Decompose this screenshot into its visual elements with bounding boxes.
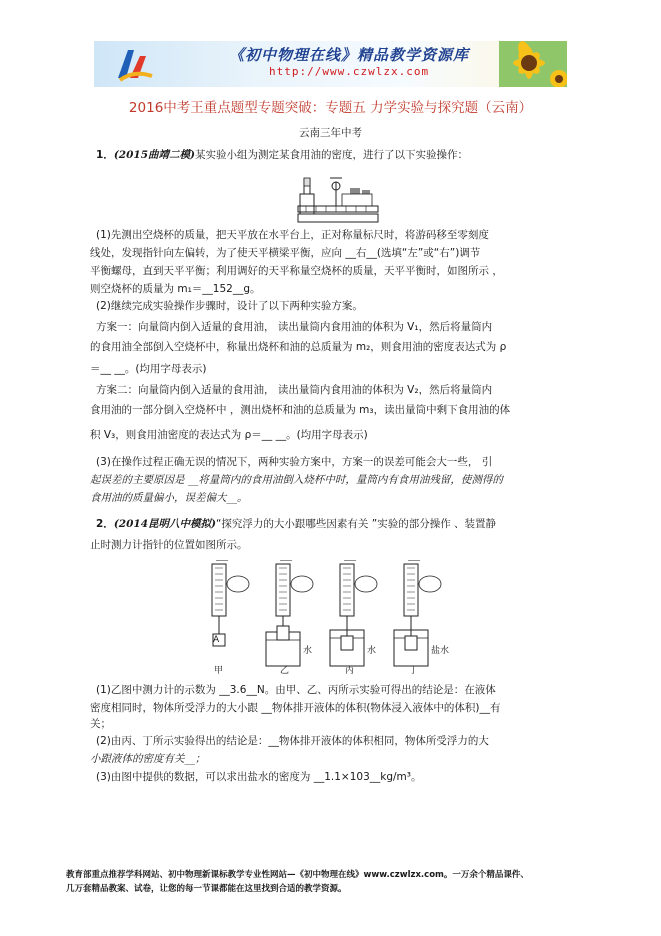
balance-figure bbox=[296, 174, 380, 224]
q1-p3-line1: (3)在操作过程正确无误的情况下，两种实验方案中，方案一的误差可能会大一些， 引 bbox=[96, 456, 493, 468]
fig-caption-ding: 丁 bbox=[409, 666, 419, 676]
fig-liquid-ding: 盐水 bbox=[431, 646, 450, 656]
q2-p3: (3)由图中提供的数据，可以求出盐水的密度为 __1.1×103__kg/m³。 bbox=[96, 771, 422, 783]
footer-line1: 教育部重点推荐学科网站、初中物理新课标教学专业性网站—《初中物理在线》www.czwlzx.com。一万余个精品课件、 bbox=[66, 870, 529, 880]
q2-p2-line2: 小跟液体的密度有关__； bbox=[90, 753, 206, 765]
q2-stem-line2: 止时测力计指针的位置如图所示。 bbox=[90, 539, 248, 551]
banner-url[interactable]: http://www.czwlzx.com bbox=[269, 65, 430, 78]
footer-line2: 几万套精品教案、试卷，让您的每一节课都能在这里找到合适的教学资源。 bbox=[66, 884, 347, 894]
q1-p3-line3: 食用油的质量偏小，误差偏大__。 bbox=[90, 492, 248, 504]
q1-scheme1-line3: ＝__ __。(均用字母表示) bbox=[90, 363, 207, 375]
sunflower-icon bbox=[499, 41, 567, 87]
q1-p1-line4: 则空烧杯的质量为 m₁＝__152__g。 bbox=[90, 283, 261, 295]
q1-scheme1-line1: 方案一：向量筒内倒入适量的食用油， 读出量筒内食用油的体积为 V₁，然后将量筒内 bbox=[96, 321, 493, 333]
q1-number: 1． bbox=[96, 149, 114, 161]
page-title: 2016中考王重点题型专题突破：专题五 力学实验与探究题（云南） bbox=[128, 100, 533, 116]
q2-stem bbox=[96, 517, 496, 531]
q1-scheme1-line2: 的食用油全部倒入空烧杯中，称量出烧杯和油的总质量为 m₂，则食用油的密度表达式为 ρ bbox=[90, 341, 507, 353]
q1-p1-line1: (1)先测出空烧杯的质量，把天平放在水平台上，正对称量标尺时，将游码移至零刻度 bbox=[96, 229, 489, 241]
q2-number: 2． bbox=[96, 518, 114, 530]
banner-title: 《初中物理在线》精品教学资源库 bbox=[229, 46, 470, 64]
q1-p1-line3: 平衡螺母，直到天平平衡；利用调好的天平称量空烧杯的质量，天平平衡时，如图所示 ， bbox=[90, 265, 503, 277]
logo-icon bbox=[114, 46, 154, 82]
q2-p2-line1: (2)由丙、丁所示实验得出的结论是：__物体排开液体的体积相同，物体所受浮力的大 bbox=[96, 735, 489, 747]
fig-caption-yi: 乙 bbox=[280, 666, 290, 676]
q1-p2: (2)继续完成实验操作步骤时，设计了以下两种实验方案。 bbox=[96, 300, 363, 312]
fig-liquid-bing: 水 bbox=[367, 646, 377, 656]
header-banner bbox=[94, 41, 567, 87]
q1-p3-line2: 起误差的主要原因是 __将量筒内的食用油倒入烧杯中时，量筒内有食用油残留，使测得的 bbox=[90, 474, 503, 486]
q2-stem-line1: “探究浮力的大小跟哪些因素有关 ”实验的部分操作 、装置静 bbox=[215, 518, 497, 530]
q2-p1-line1: (1)乙图中测力计的示数为 __3.6__N。由甲、乙、丙所示实验可得出的结论是：在液体 bbox=[96, 684, 496, 696]
q1-scheme2-line1: 方案二：向量筒内倒入适量的食用油， 读出量筒内食用油的体积为 V₂，然后将量筒内 bbox=[96, 384, 493, 396]
buoyancy-figure bbox=[198, 560, 462, 672]
q2-p1-line3: 关； bbox=[90, 718, 111, 730]
q1-source: (2015曲靖二模) bbox=[113, 149, 195, 161]
fig-object-label-jia: A bbox=[213, 635, 220, 645]
fig-caption-jia: 甲 bbox=[214, 666, 224, 676]
q1-stem bbox=[96, 148, 468, 162]
q1-p1-line2: 线处，发现指针向左偏转，为了使天平横梁平衡，应向 __右__(选填“左”或“右”)调节 bbox=[90, 247, 481, 259]
q1-scheme2-line3: 积 V₃，则食用油密度的表达式为 ρ＝__ __。(均用字母表示) bbox=[90, 429, 368, 441]
q2-source: (2014昆明八中模拟) bbox=[113, 518, 216, 530]
fig-liquid-yi: 水 bbox=[303, 646, 313, 656]
q1-stem-text: 某实验小组为测定某食用油的密度，进行了以下实验操作： bbox=[194, 149, 468, 161]
q1-scheme2-line2: 食用油的一部分倒入空烧杯中 ，测出烧杯和油的总质量为 m₃，读出量筒中剩下食用油的体 bbox=[90, 404, 511, 416]
fig-caption-bing: 丙 bbox=[345, 666, 355, 676]
q2-p1-line2: 密度相同时，物体所受浮力的大小跟 __物体排开液体的体积(物体浸入液体中的体积)__有 bbox=[90, 702, 501, 714]
spring-scale-jia bbox=[212, 560, 249, 646]
page-subtitle: 云南三年中考 bbox=[299, 127, 362, 139]
